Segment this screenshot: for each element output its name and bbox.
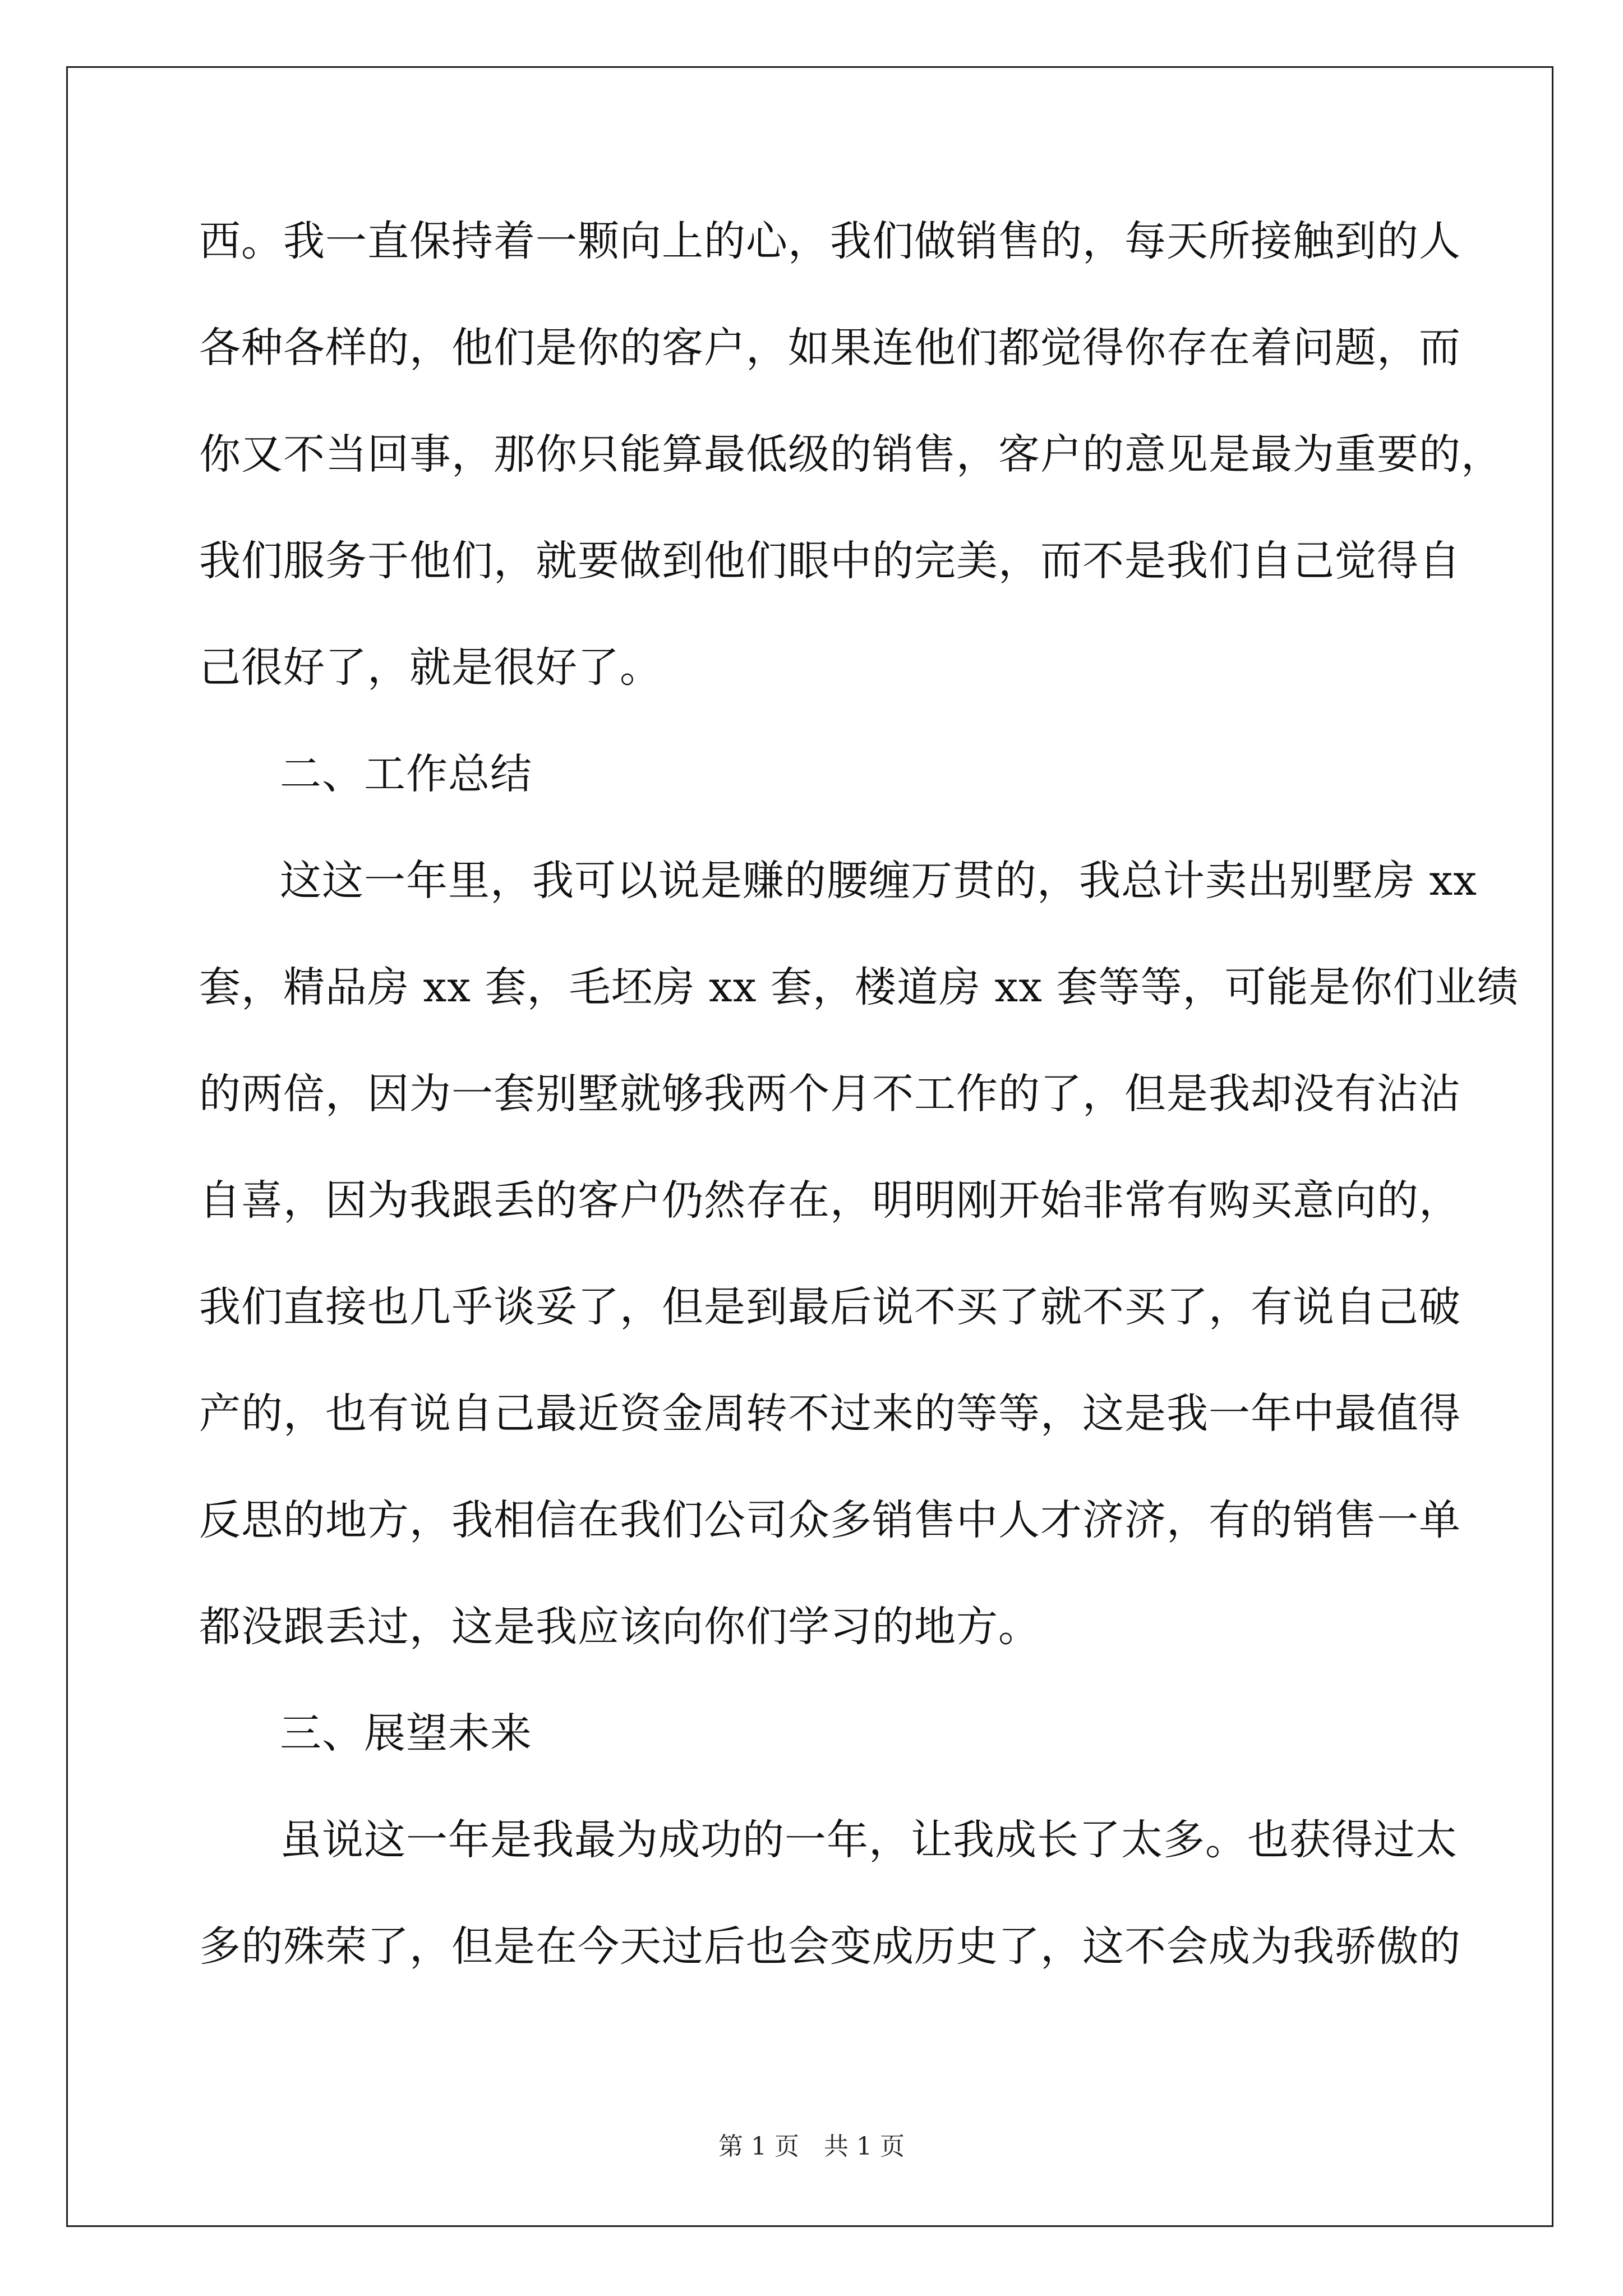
- body-line: 虽说这一年是我最为成功的一年，让我成长了太多。也获得过太: [280, 1816, 1458, 1864]
- body-line: 你又不当回事，那你只能算最低级的销售，客户的意见是最为重要的，: [199, 430, 1503, 478]
- body-line: 己很好了，就是很好了。: [199, 643, 662, 692]
- body-line: 反思的地方，我相信在我们公司众多销售中人才济济，有的销售一单: [199, 1496, 1461, 1544]
- body-line: 各种各样的，他们是你的客户，如果连他们都觉得你存在着问题，而: [199, 324, 1461, 372]
- body-line: 西。我一直保持着一颗向上的心，我们做销售的，每天所接触到的人: [199, 217, 1461, 265]
- body-line: 的两倍，因为一套别墅就够我两个月不工作的了，但是我却没有沾沾: [199, 1070, 1461, 1118]
- body-line: 这这一年里，我可以说是赚的腰缠万贯的，我总计卖出别墅房 xx: [280, 857, 1477, 905]
- body-line: 自喜，因为我跟丢的客户仍然存在，明明刚开始非常有购买意向的，: [199, 1176, 1461, 1225]
- page-border: [66, 66, 1553, 2227]
- body-line: 产的，也有说自己最近资金周转不过来的等等，这是我一年中最值得: [199, 1389, 1461, 1438]
- section-heading-work-summary: 二、工作总结: [280, 750, 532, 798]
- page-number: 第 1 页 共 1 页: [718, 2132, 905, 2161]
- body-line: 多的殊荣了，但是在今天过后也会变成历史了，这不会成为我骄傲的: [199, 1922, 1461, 1971]
- body-line: 我们服务于他们，就要做到他们眼中的完美，而不是我们自己觉得自: [199, 537, 1461, 585]
- body-line: 我们直接也几乎谈妥了，但是到最后说不买了就不买了，有说自己破: [199, 1283, 1461, 1331]
- body-line: 都没跟丢过，这是我应该向你们学习的地方。: [199, 1603, 1040, 1651]
- body-line: 套，精品房 xx 套，毛坯房 xx 套，楼道房 xx 套等等，可能是你们业绩: [199, 963, 1519, 1011]
- section-heading-outlook: 三、展望未来: [280, 1709, 532, 1757]
